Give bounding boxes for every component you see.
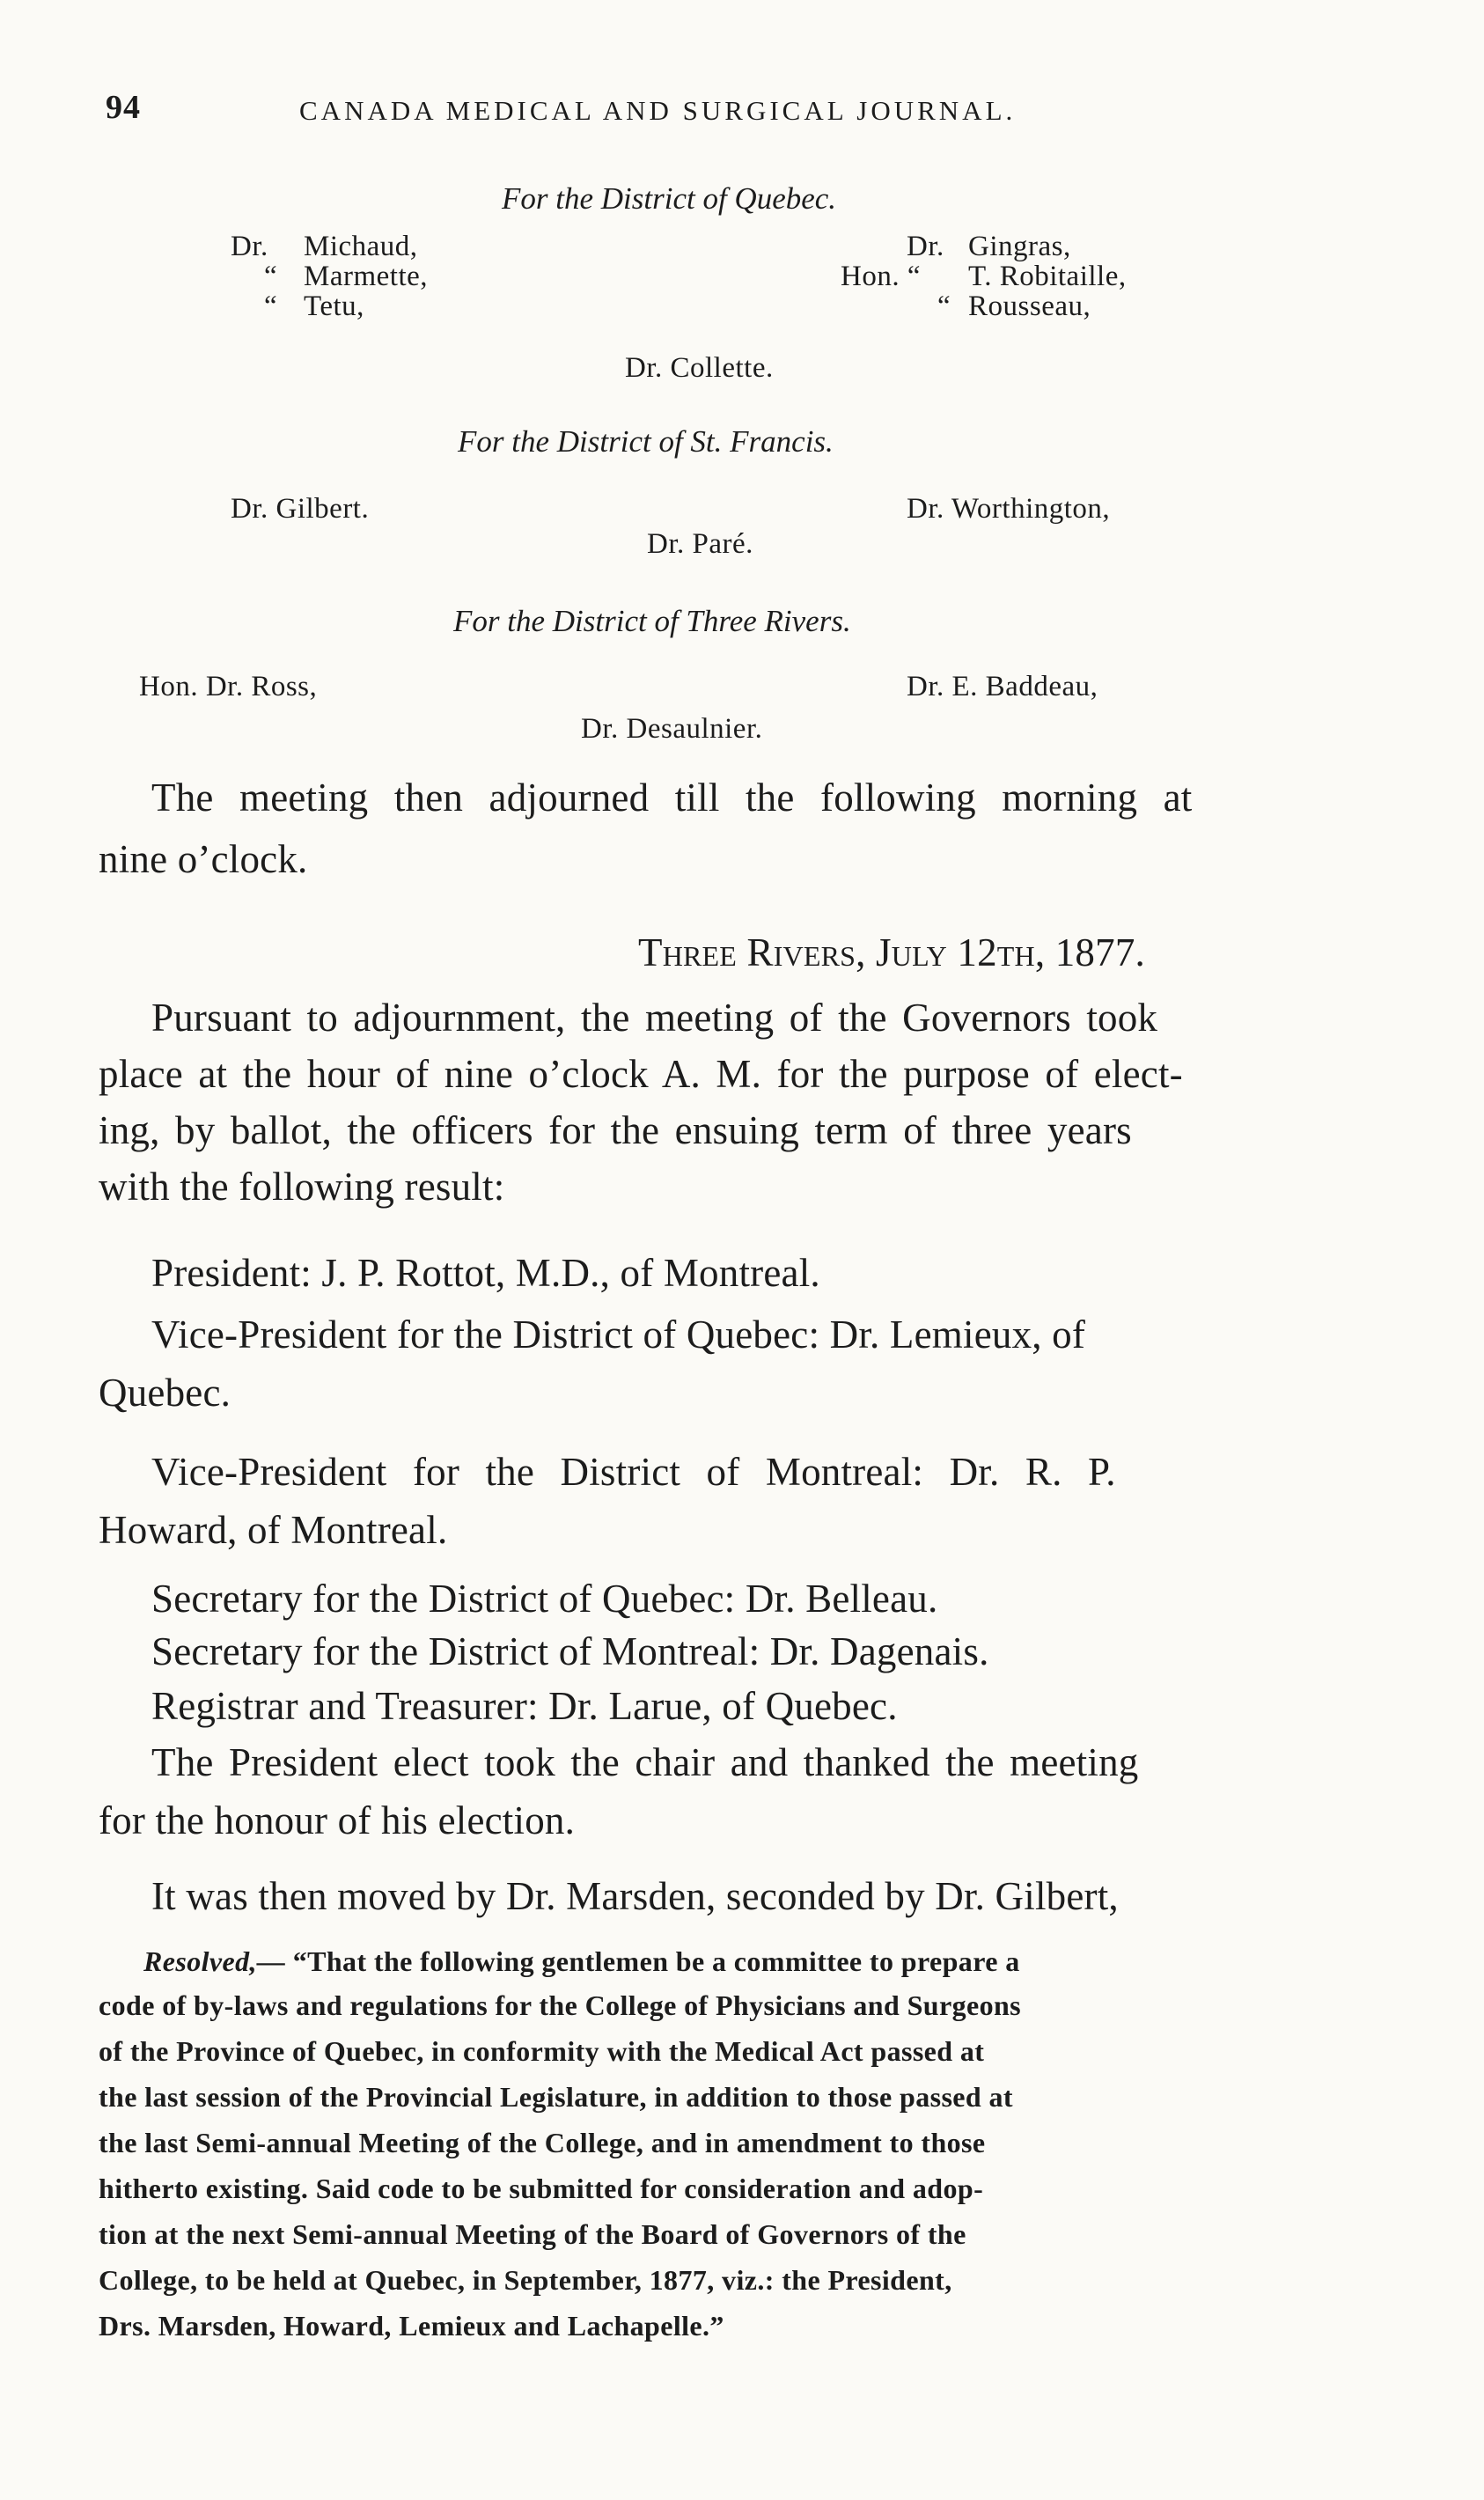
running-title: CANADA MEDICAL AND SURGICAL JOURNAL.: [299, 95, 1017, 126]
resolution-line-9: Drs. Marsden, Howard, Lemieux and Lachapelle.”: [99, 2310, 724, 2342]
paragraph-chair-line-1: The President elect took the chair and thanked the meeting: [151, 1740, 1139, 1784]
district-heading-quebec: For the District of Quebec.: [502, 181, 837, 216]
paragraph-pursuant-line-3: ing, by ballot, the officers for the ensuing term of three years: [99, 1108, 1132, 1152]
district-quebec-left-prefix-3: “: [264, 290, 278, 322]
resolution-line-5: the last Semi-annual Meeting of the College, and in amendment to those: [99, 2127, 986, 2158]
district-quebec-left-name-3: Tetu,: [304, 290, 364, 322]
district-quebec-center: Dr. Collette.: [625, 352, 774, 384]
district-quebec-right-name-3: Rousseau,: [968, 290, 1091, 322]
officer-vp-montreal-line-1: Vice-President for the District of Montreal: Dr. R. P.: [151, 1450, 1116, 1494]
resolution-line-4: the last session of the Provincial Legislature, in addition to those passed at: [99, 2081, 1013, 2113]
district-three-rivers-left: Hon. Dr. Ross,: [139, 671, 318, 702]
district-st-francis-center: Dr. Paré.: [647, 528, 753, 560]
officer-registrar-treasurer: Registrar and Treasurer: Dr. Larue, of Quebec.: [151, 1684, 898, 1728]
paragraph-adjourned-line-1: The meeting then adjourned till the following morning at: [151, 776, 1193, 820]
resolution-line-2: code of by-laws and regulations for the College of Physicians and Surgeons: [99, 1989, 1022, 2021]
page-number: 94: [106, 89, 141, 126]
district-quebec-left-prefix-2: “: [264, 261, 278, 292]
district-heading-st-francis: For the District of St. Francis.: [458, 424, 834, 459]
paragraph-pursuant-line-4: with the following result:: [99, 1165, 505, 1209]
district-three-rivers-center: Dr. Desaulnier.: [581, 713, 763, 745]
officer-vp-montreal-line-2: Howard, of Montreal.: [99, 1508, 448, 1552]
paragraph-pursuant-line-1: Pursuant to adjournment, the meeting of the Governors took: [151, 996, 1158, 1040]
district-three-rivers-right: Dr. E. Baddeau,: [907, 671, 1098, 702]
paragraph-moved: It was then moved by Dr. Marsden, seconded by Dr. Gilbert,: [151, 1874, 1119, 1918]
district-quebec-right-name-1: Gingras,: [968, 231, 1071, 262]
district-quebec-right-prefix-2: Hon. “: [841, 261, 921, 292]
district-heading-three-rivers: For the District of Three Rivers.: [453, 604, 851, 638]
officer-vp-quebec-line-1: Vice-President for the District of Quebec: Dr. Lemieux, of: [151, 1312, 1086, 1357]
district-st-francis-right: Dr. Worthington,: [907, 493, 1111, 525]
district-quebec-left-name-2: Marmette,: [304, 261, 429, 292]
officer-president: President: J. P. Rottot, M.D., of Montreal.: [151, 1251, 820, 1295]
resolution-line-8: College, to be held at Quebec, in September, 1877, viz.: the President,: [99, 2264, 952, 2296]
paragraph-adjourned-line-2: nine o’clock.: [99, 837, 308, 881]
resolution-line-6: hitherto existing. Said code to be submitted for consideration and adop-: [99, 2173, 984, 2204]
district-quebec-right-prefix-1: Dr.: [907, 231, 944, 262]
resolution-line-3: of the Province of Quebec, in conformity with the Medical Act passed at: [99, 2035, 985, 2067]
officer-secretary-montreal: Secretary for the District of Montreal: Dr. Dagenais.: [151, 1629, 989, 1673]
resolution-line-1-text: “That the following gentlemen be a committee to prepare a: [292, 1945, 1020, 1977]
paragraph-chair-line-2: for the honour of his election.: [99, 1798, 576, 1842]
officer-vp-quebec-line-2: Quebec.: [99, 1371, 231, 1415]
district-st-francis-left: Dr. Gilbert.: [231, 493, 370, 525]
resolution-line-7: tion at the next Semi-annual Meeting of the Board of Governors of the: [99, 2218, 966, 2250]
district-quebec-left-prefix-1: Dr.: [231, 231, 268, 262]
resolution-line-1: [143, 1945, 1020, 1978]
district-quebec-right-name-2: T. Robitaille,: [968, 261, 1127, 292]
resolved-label: Resolved,—: [143, 1945, 286, 1977]
dateline: Three Rivers, July 12th, 1877.: [638, 930, 1145, 974]
paragraph-pursuant-line-2: place at the hour of nine o’clock A. M. for the purpose of elect-: [99, 1052, 1183, 1096]
officer-secretary-quebec: Secretary for the District of Quebec: Dr. Belleau.: [151, 1577, 938, 1621]
district-quebec-left-name-1: Michaud,: [304, 231, 418, 262]
district-quebec-right-prefix-3: “: [937, 290, 951, 322]
